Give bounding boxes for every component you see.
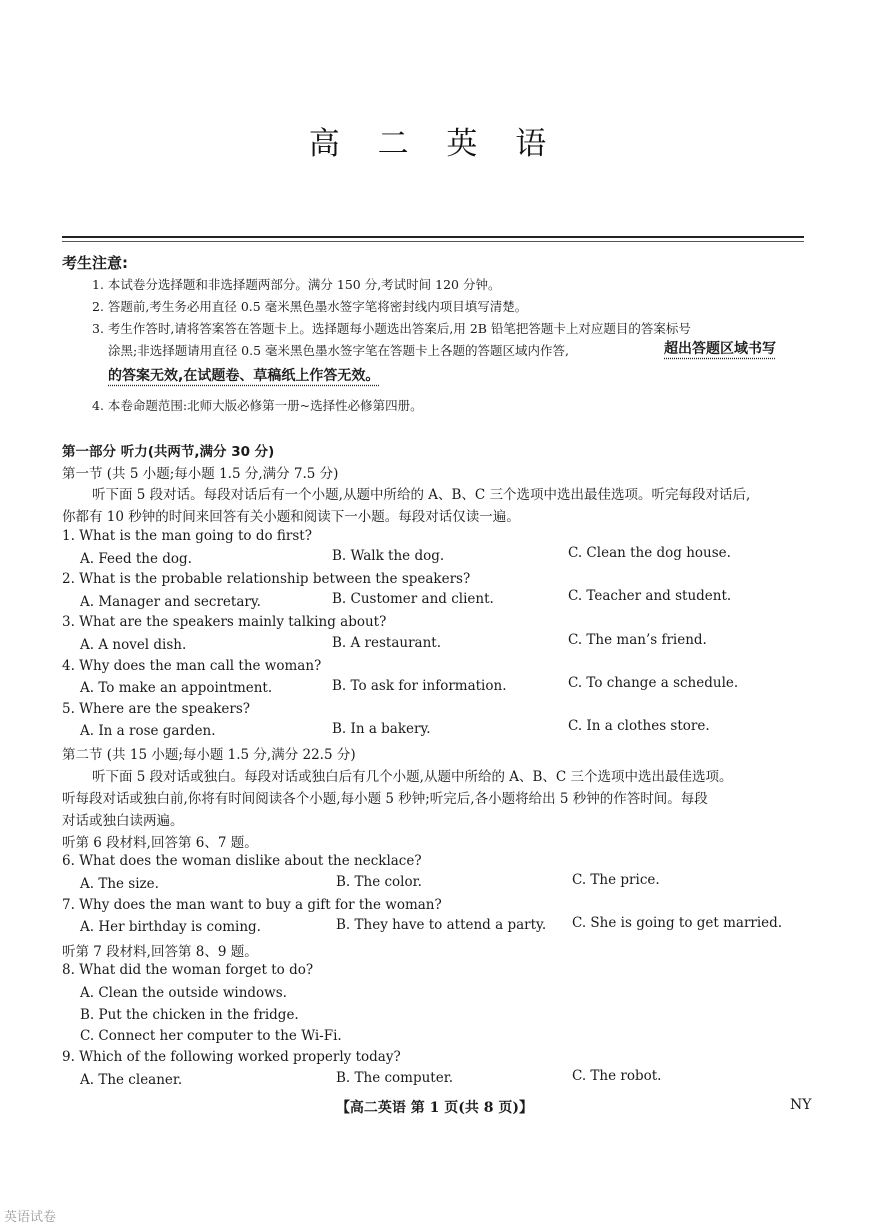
option-b: B. The color. [336, 874, 422, 890]
part1-heading: 第一部分 听力(共两节,满分 30 分) [62, 444, 275, 460]
option-a: A. Manager and secretary. [80, 594, 261, 610]
question: 3. What are the speakers mainly talking about? [62, 614, 387, 630]
notice-item: 涂黑;非选择题请用直径 0.5 毫米黑色墨水签字笔在答题卡上各题的答题区域内作答, [108, 343, 570, 358]
option-c: C. The robot. [572, 1068, 662, 1084]
option-c: C. The price. [572, 872, 660, 888]
section1-instructions: 听下面 5 段对话。每段对话后有一个小题,从题中所给的 A、B、C 三个选项中选出最佳选项。听完每段对话后, [92, 487, 751, 503]
option-b: B. In a bakery. [332, 721, 431, 737]
question: 2. What is the probable relationship between the speakers? [62, 571, 471, 587]
material-label: 听第 6 段材料,回答第 6、7 题。 [62, 835, 258, 851]
watermark: 英语试卷 [4, 1210, 57, 1225]
notice-item: 1. 本试卷分选择题和非选择题两部分。满分 150 分,考试时间 120 分钟。 [92, 277, 501, 292]
section1-instructions: 你都有 10 秒钟的时间来回答有关小题和阅读下一小题。每段对话仅读一遍。 [62, 509, 520, 525]
option-c: C. Teacher and student. [568, 588, 732, 604]
option-b: B. Put the chicken in the fridge. [80, 1007, 299, 1023]
question: 5. Where are the speakers? [62, 701, 251, 717]
option-a: A. To make an appointment. [80, 680, 273, 696]
option-c: C. To change a schedule. [568, 675, 739, 691]
page-footer: 【高二英语 第 1 页(共 8 页)】 [335, 1100, 534, 1116]
notice-item: 3. 考生作答时,请将答案答在答题卡上。选择题每小题选出答案后,用 2B 铅笔把答题卡上对应题目的答案标号 [92, 321, 691, 336]
option-c: C. In a clothes store. [568, 718, 710, 734]
option-c: C. She is going to get married. [572, 915, 783, 931]
question: 4. Why does the man call the woman? [62, 658, 322, 674]
section2-heading: 第二节 (共 15 小题;每小题 1.5 分,满分 22.5 分) [62, 747, 356, 763]
question: 8. What did the woman forget to do? [62, 962, 314, 978]
footer-code: NY [790, 1097, 812, 1113]
question: 9. Which of the following worked properly today? [62, 1049, 401, 1065]
exam-title: 高 二 英 语 [308, 126, 561, 162]
title-divider [62, 236, 804, 238]
option-a: A. In a rose garden. [80, 723, 216, 739]
question: 1. What is the man going to do first? [62, 528, 312, 544]
option-b: B. The computer. [336, 1070, 453, 1086]
option-c: C. Connect her computer to the Wi-Fi. [80, 1028, 342, 1044]
option-b: B. Customer and client. [332, 591, 494, 607]
question: 7. Why does the man want to buy a gift for the woman? [62, 897, 442, 913]
option-a: A. Clean the outside windows. [80, 985, 287, 1001]
option-a: A. The size. [80, 876, 159, 892]
notice-emphasis: 的答案无效,在试题卷、草稿纸上作答无效。 [108, 368, 380, 384]
option-a: A. A novel dish. [80, 637, 187, 653]
option-b: B. Walk the dog. [332, 548, 445, 564]
option-a: A. The cleaner. [80, 1072, 183, 1088]
notice-heading: 考生注意: [62, 254, 128, 272]
notice-emphasis: 超出答题区域书写 [664, 341, 776, 357]
option-b: B. A restaurant. [332, 635, 441, 651]
option-c: C. The man’s friend. [568, 632, 707, 648]
section2-instructions: 对话或独白读两遍。 [62, 813, 184, 829]
section1-heading: 第一节 (共 5 小题;每小题 1.5 分,满分 7.5 分) [62, 466, 339, 482]
question: 6. What does the woman dislike about the necklace? [62, 853, 422, 869]
section2-instructions: 听下面 5 段对话或独白。每段对话或独白后有几个小题,从题中所给的 A、B、C 三个选项中选出最佳选项。 [92, 769, 733, 785]
material-label: 听第 7 段材料,回答第 8、9 题。 [62, 944, 258, 960]
notice-item: 4. 本卷命题范围:北师大版必修第一册~选择性必修第四册。 [92, 398, 423, 413]
option-c: C. Clean the dog house. [568, 545, 731, 561]
option-a: A. Feed the dog. [80, 551, 192, 567]
section2-instructions: 听每段对话或独白前,你将有时间阅读各个小题,每小题 5 秒钟;听完后,各小题将给出 5 秒钟的作答时间。每段 [62, 791, 708, 807]
title-divider-thin [62, 241, 804, 242]
option-b: B. To ask for information. [332, 678, 507, 694]
option-a: A. Her birthday is coming. [80, 919, 261, 935]
option-b: B. They have to attend a party. [336, 917, 547, 933]
notice-item: 2. 答题前,考生务必用直径 0.5 毫米黑色墨水签字笔将密封线内项目填写清楚。 [92, 299, 528, 314]
